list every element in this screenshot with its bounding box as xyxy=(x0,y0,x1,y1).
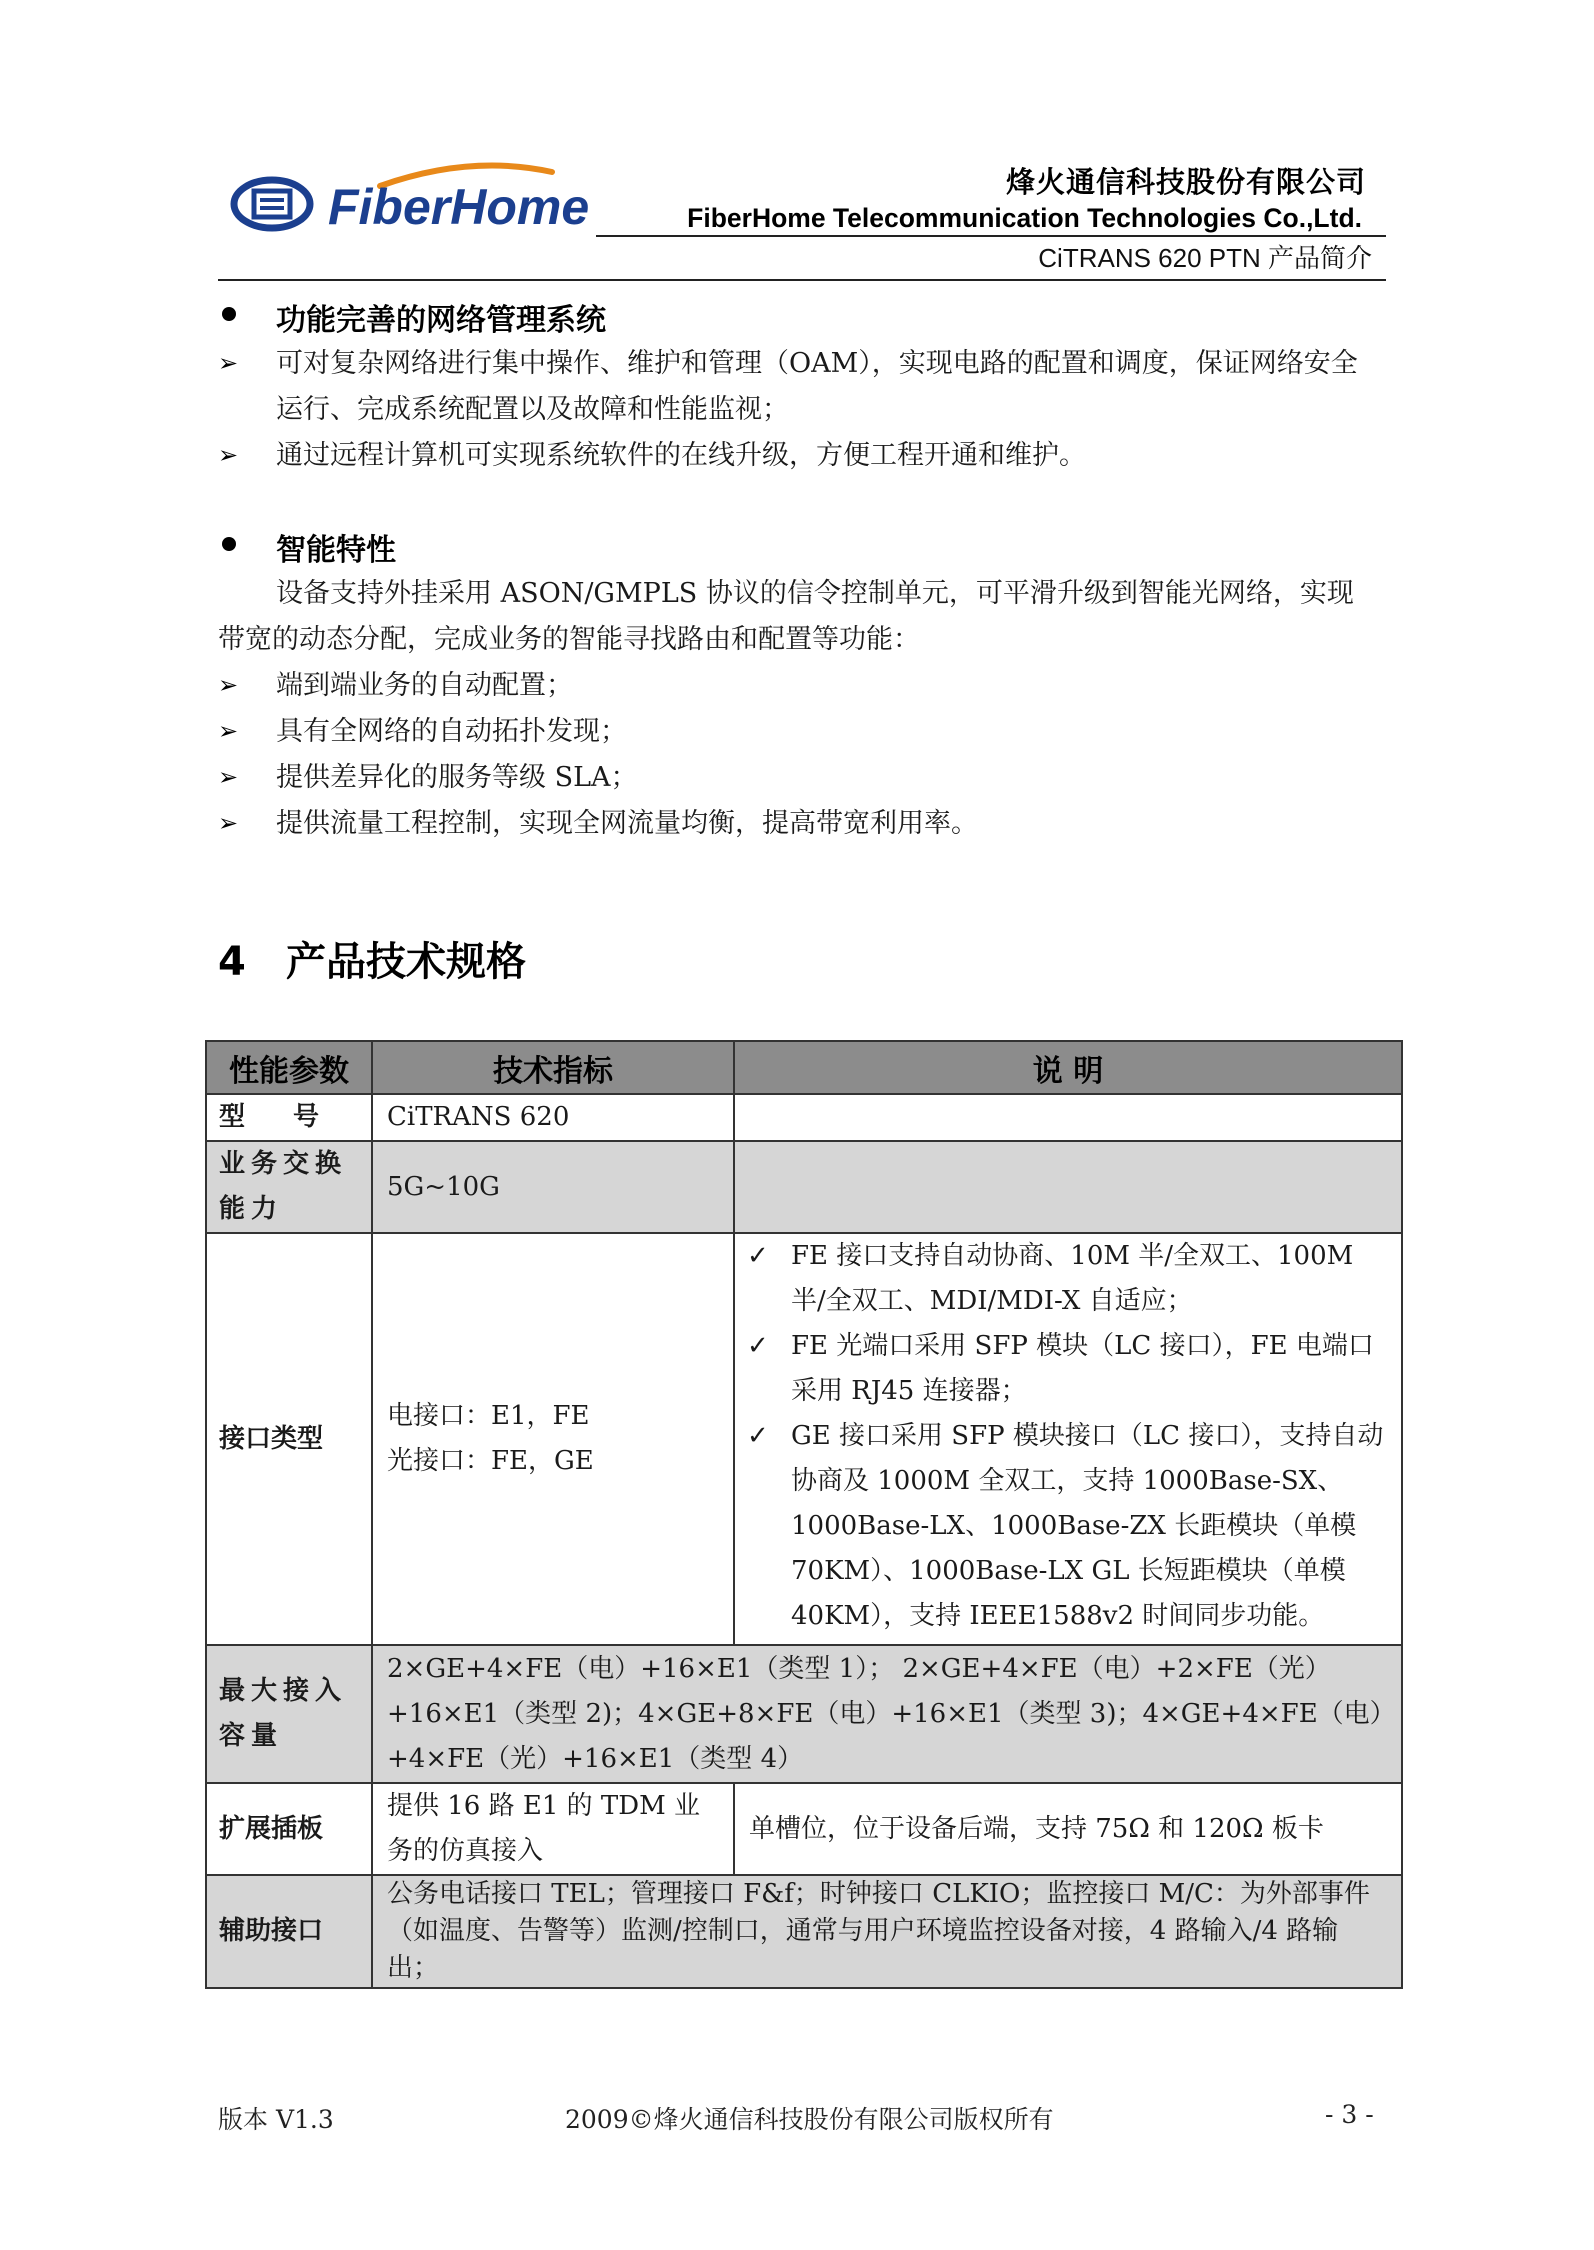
param-cell: 业务交换能力 xyxy=(206,1141,372,1233)
paragraph-line: 设备支持外挂采用 ASON/GMPLS 协议的信令控制单元，可平滑升级到智能光网络，实现 xyxy=(276,578,1354,609)
list-item-text: 运行、完成系统配置以及故障和性能监视； xyxy=(276,394,789,425)
table-row xyxy=(206,1783,1402,1875)
product-line: CiTRANS 620 PTN 产品简介 xyxy=(1038,243,1372,273)
list-item xyxy=(735,1324,1389,1414)
page-number: - 3 - xyxy=(1325,2100,1374,2129)
header-divider xyxy=(218,279,1386,281)
column-header: 说 明 xyxy=(734,1041,1402,1094)
value-cell xyxy=(372,1233,734,1645)
desc-cell xyxy=(734,1233,1402,1645)
feature-text: FE 接口支持自动协商、10M 半/全双工、100M 半/全双工、MDI/MDI-X 自适应； xyxy=(791,1241,1354,1316)
arrow-bullet-icon: ➢ xyxy=(218,349,239,377)
feature-text: GE 接口采用 SFP 模块接口（LC 接口），支持自动协商及 1000M 全双工，支持 1000Base-SX、1000Base-LX、1000Base-ZX 长距模块（单模 70KM）、1000Base-LX GL 长短距模块（单模 40KM），支持 IEEE1588v2 时间同步功能。 xyxy=(791,1421,1384,1631)
list-item xyxy=(735,1414,1389,1639)
section-title: 智能特性 xyxy=(276,533,396,568)
chapter-heading xyxy=(218,930,526,987)
bullet-icon xyxy=(222,537,236,551)
list-item xyxy=(735,1234,1389,1324)
value-cell: 2×GE+4×FE（电）+16×E1（类型 1）； 2×GE+4×FE（电）+2×FE（光）+16×E1（类型 2)；4×GE+8×FE（电）+16×E1（类型 3)；4×GE+4×FE（电）+4×FE（光）+16×E1（类型 4） xyxy=(372,1645,1402,1783)
column-header: 性能参数 xyxy=(206,1041,372,1094)
list-item-text: 具有全网络的自动拓扑发现； xyxy=(276,716,627,747)
value-cell: 5G~10G xyxy=(372,1141,734,1233)
footer-copyright: 2009©烽火通信科技股份有限公司版权所有 xyxy=(565,2105,1054,2134)
company-name-cn: 烽火通信科技股份有限公司 xyxy=(1005,165,1366,199)
company-name-en: FiberHome Telecommunication Technologies Co.,Ltd. xyxy=(687,203,1362,233)
paragraph-line: 带宽的动态分配，完成业务的智能寻找路由和配置等功能： xyxy=(218,624,920,655)
table-row xyxy=(206,1233,1402,1645)
chapter-number: 4 xyxy=(218,939,246,985)
spec-table xyxy=(205,1040,1403,1989)
list-item-text: 通过远程计算机可实现系统软件的在线升级，方便工程开通和维护。 xyxy=(276,440,1086,471)
desc-cell xyxy=(734,1094,1402,1141)
param-cell: 接口类型 xyxy=(206,1233,372,1645)
arrow-bullet-icon: ➢ xyxy=(218,441,239,469)
chapter-title: 产品技术规格 xyxy=(286,939,526,985)
check-icon: ✓ xyxy=(747,1331,769,1361)
fiberhome-logo xyxy=(230,158,590,248)
table-row xyxy=(206,1645,1402,1783)
check-icon: ✓ xyxy=(747,1421,769,1451)
list-item-text: 提供差异化的服务等级 SLA； xyxy=(276,762,638,793)
table-row xyxy=(206,1875,1402,1988)
table-row xyxy=(206,1094,1402,1141)
feature-list xyxy=(735,1234,1389,1639)
table-row xyxy=(206,1141,1402,1233)
arrow-bullet-icon: ➢ xyxy=(218,671,239,699)
list-item-text: 端到端业务的自动配置； xyxy=(276,670,573,701)
list-item-text: 提供流量工程控制，实现全网流量均衡，提高带宽利用率。 xyxy=(276,808,978,839)
desc-cell: 单槽位，位于设备后端，支持 75Ω 和 120Ω 板卡 xyxy=(734,1783,1402,1875)
section-title: 功能完善的网络管理系统 xyxy=(276,303,606,338)
desc-cell xyxy=(734,1141,1402,1233)
param-cell: 最大接入容量 xyxy=(206,1645,372,1783)
value-line: 电接口：E1，FE xyxy=(387,1401,590,1431)
value-cell: 公务电话接口 TEL；管理接口 F&f；时钟接口 CLKIO；监控接口 M/C：为外部事件（如温度、告警等）监测/控制口，通常与用户环境监控设备对接，4 路输入/4 路输出； xyxy=(372,1875,1402,1988)
footer-version: 版本 V1.3 xyxy=(218,2105,334,2134)
arrow-bullet-icon: ➢ xyxy=(218,763,239,791)
value-cell: CiTRANS 620 xyxy=(372,1094,734,1141)
bullet-icon xyxy=(222,307,236,321)
check-icon: ✓ xyxy=(747,1241,769,1271)
param-cell: 扩展插板 xyxy=(206,1783,372,1875)
arrow-bullet-icon: ➢ xyxy=(218,717,239,745)
header-divider xyxy=(596,235,1386,237)
column-header: 技术指标 xyxy=(372,1041,734,1094)
table-header-row xyxy=(206,1041,1402,1094)
value-cell: 提供 16 路 E1 的 TDM 业务的仿真接入 xyxy=(372,1783,734,1875)
feature-text: FE 光端口采用 SFP 模块（LC 接口），FE 电端口采用 RJ45 连接器； xyxy=(791,1331,1374,1406)
arrow-bullet-icon: ➢ xyxy=(218,809,239,837)
list-item-text: 可对复杂网络进行集中操作、维护和管理（OAM），实现电路的配置和调度，保证网络安全 xyxy=(276,348,1358,379)
value-line: 光接口：FE，GE xyxy=(387,1446,594,1476)
logo-wordmark: FiberHome xyxy=(328,179,590,235)
param-cell: 型 号 xyxy=(206,1094,372,1141)
param-cell: 辅助接口 xyxy=(206,1875,372,1988)
